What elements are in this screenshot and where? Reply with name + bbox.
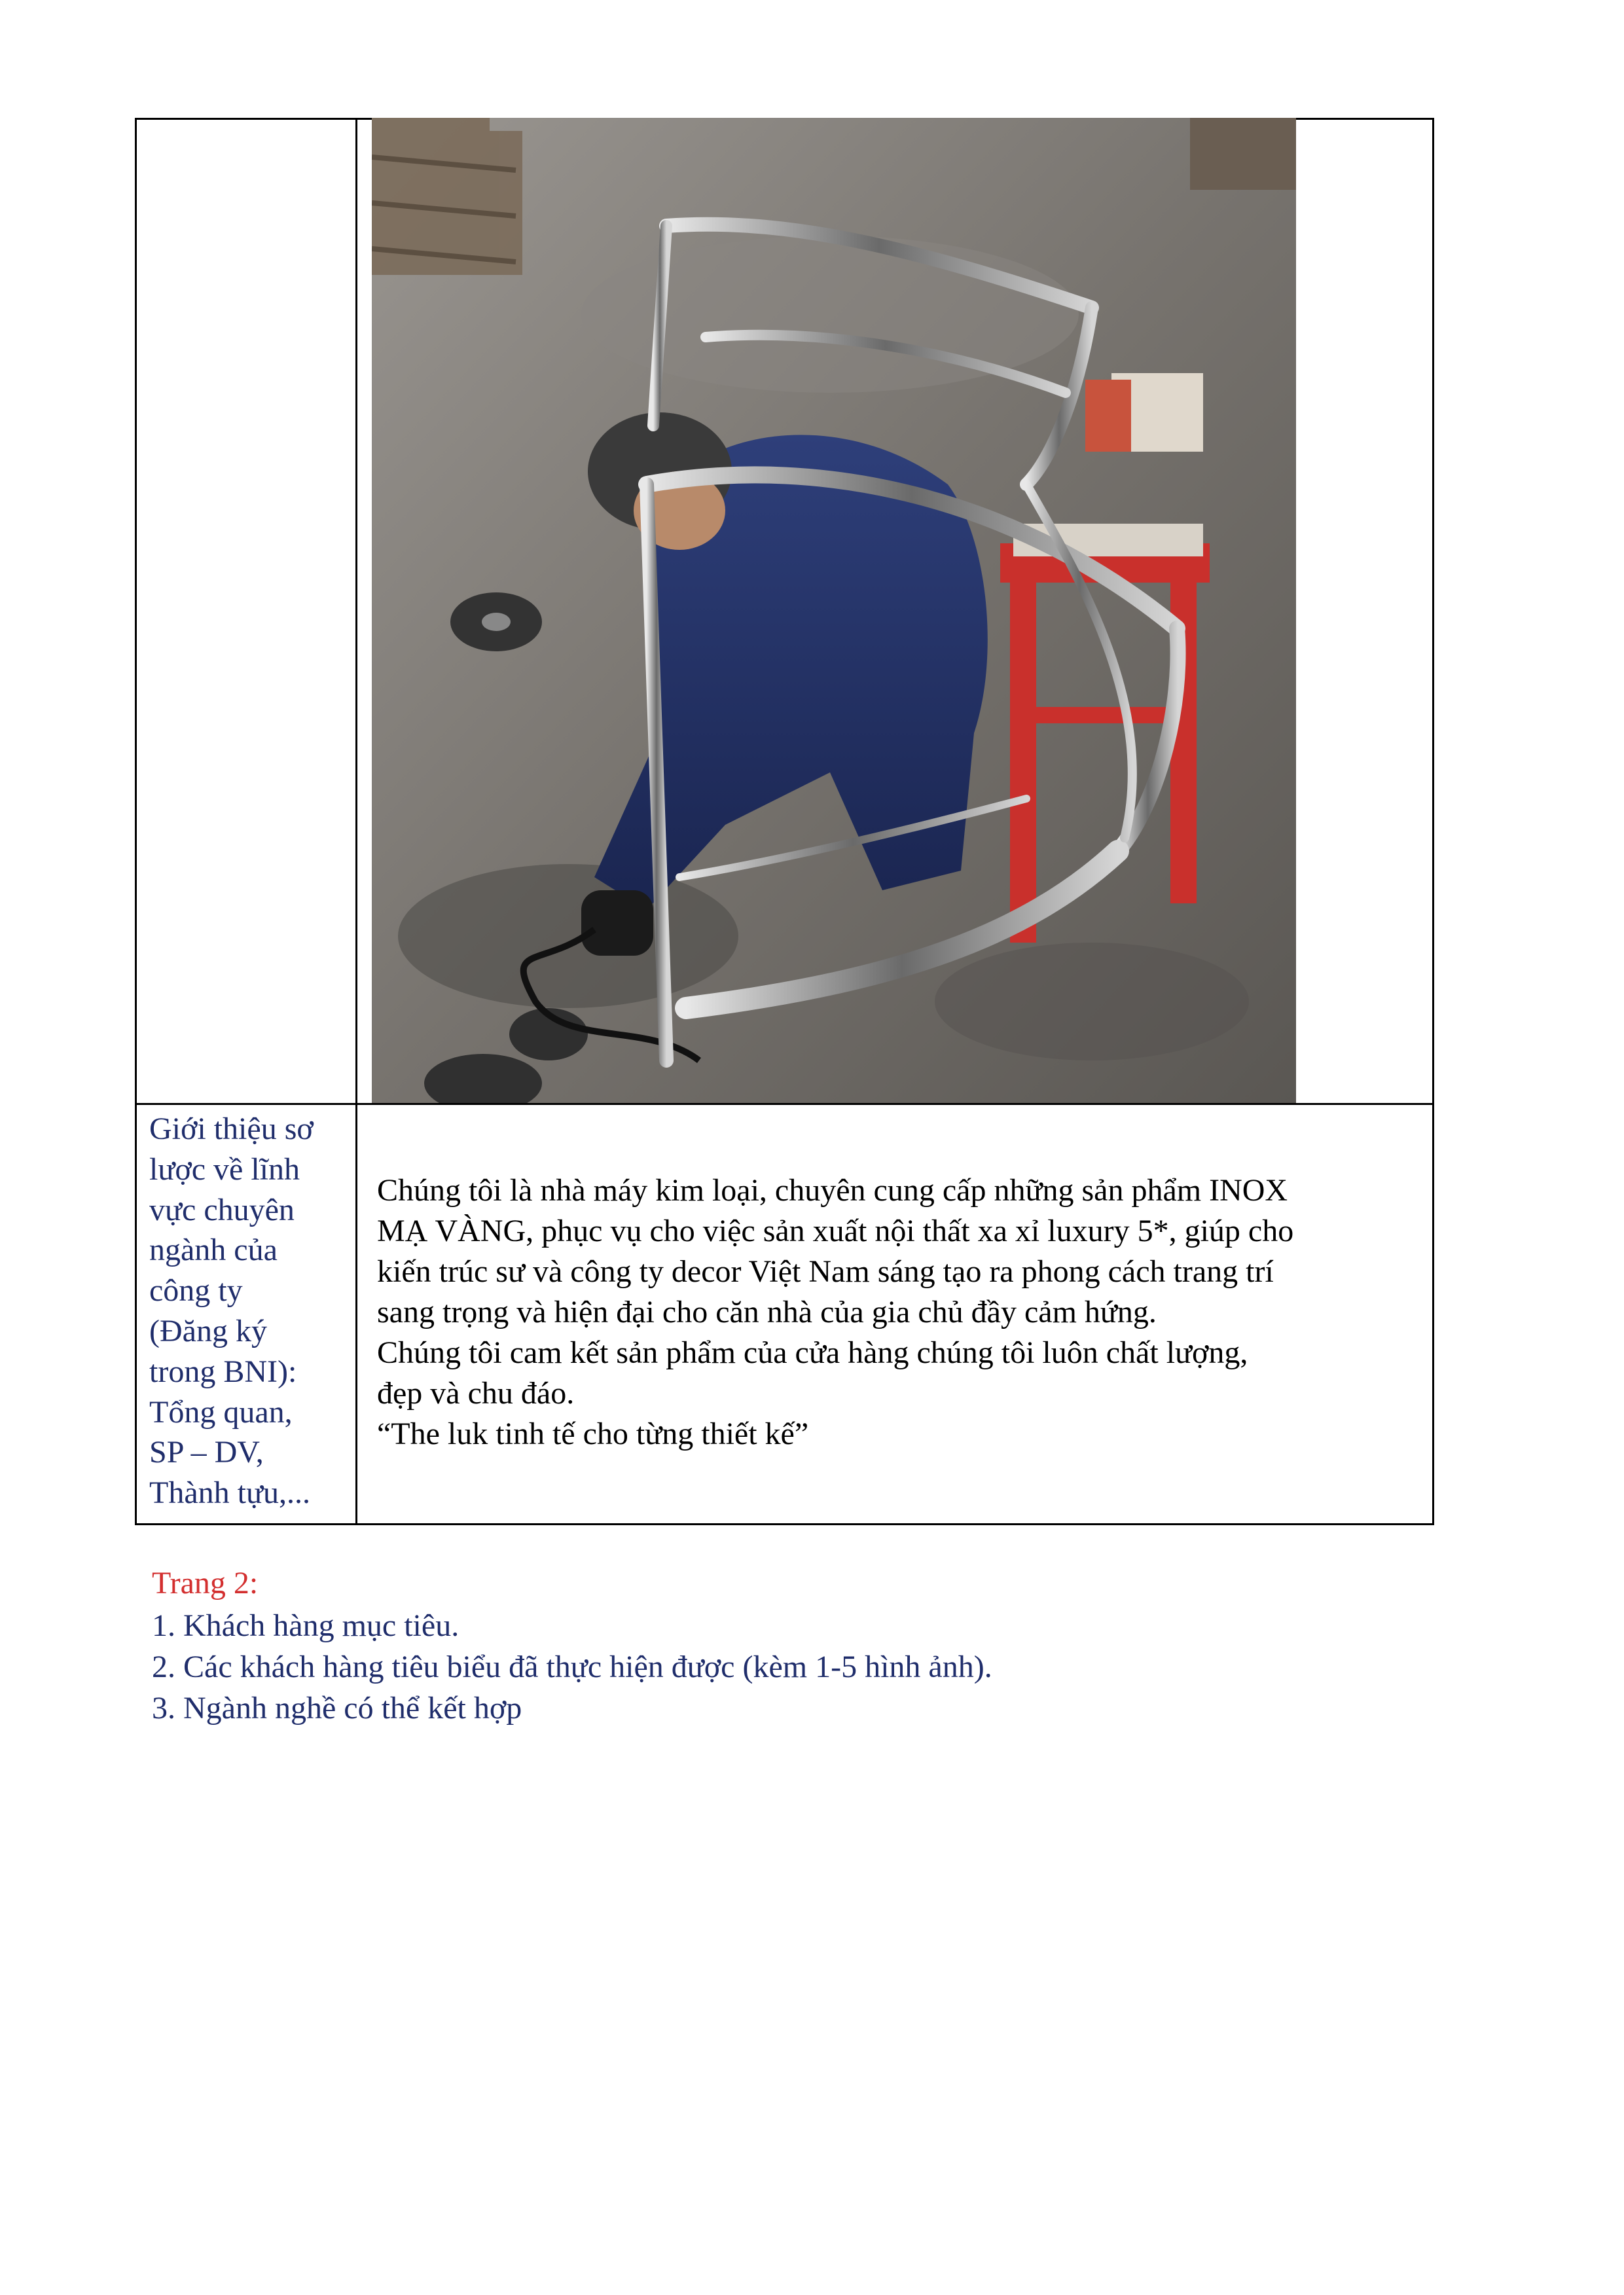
table-border-bottom (135, 1523, 1434, 1525)
description-line: đẹp và chu đáo. (377, 1376, 575, 1411)
description-line: sang trọng và hiện đại cho căn nhà của gia chủ đầy cảm hứng. (377, 1295, 1157, 1329)
label-line: công ty (149, 1273, 243, 1309)
description-line: Chúng tôi cam kết sản phẩm của cửa hàng chúng tôi luôn chất lượng, (377, 1335, 1248, 1370)
table-label-cell (149, 1109, 359, 1513)
label-line: Thành tựu,... (149, 1475, 310, 1511)
label-line: SP – DV, (149, 1435, 264, 1470)
description-line: kiến trúc sư và công ty decor Việt Nam sáng tạo ra phong cách trang trí (377, 1254, 1274, 1289)
table-description-cell (377, 1170, 1424, 1455)
table-border-left (135, 118, 137, 1525)
section-title: Trang 2: (152, 1566, 259, 1600)
description-line: “The luk tinh tế cho từng thiết kế” (377, 1417, 809, 1451)
list-item: 1. Khách hàng mục tiêu. (152, 1608, 460, 1643)
label-line: vực chuyên (149, 1192, 295, 1227)
list-item: 3. Ngành nghề có thể kết hợp (152, 1691, 522, 1726)
table-row-divider (135, 1103, 1434, 1105)
workshop-photo (372, 118, 1296, 1103)
label-line: lược về lĩnh (149, 1151, 300, 1187)
workshop-photo-illustration (372, 118, 1296, 1103)
table-border-right (1432, 118, 1434, 1525)
label-line: (Đăng ký (149, 1313, 267, 1348)
label-line: Giới thiệu sơ (149, 1111, 314, 1146)
list-item: 2. Các khách hàng tiêu biểu đã thực hiện được (kèm 1-5 hình ảnh). (152, 1650, 992, 1684)
description-line: Chúng tôi là nhà máy kim loại, chuyên cung cấp những sản phẩm INOX (377, 1173, 1288, 1208)
label-line: ngành của (149, 1233, 278, 1268)
description-line: MẠ VÀNG, phục vụ cho việc sản xuất nội thất xa xỉ luxury 5*, giúp cho (377, 1214, 1294, 1248)
label-line: Tổng quan, (149, 1394, 293, 1430)
section-list (152, 1605, 992, 1729)
label-line: trong BNI): (149, 1354, 297, 1389)
